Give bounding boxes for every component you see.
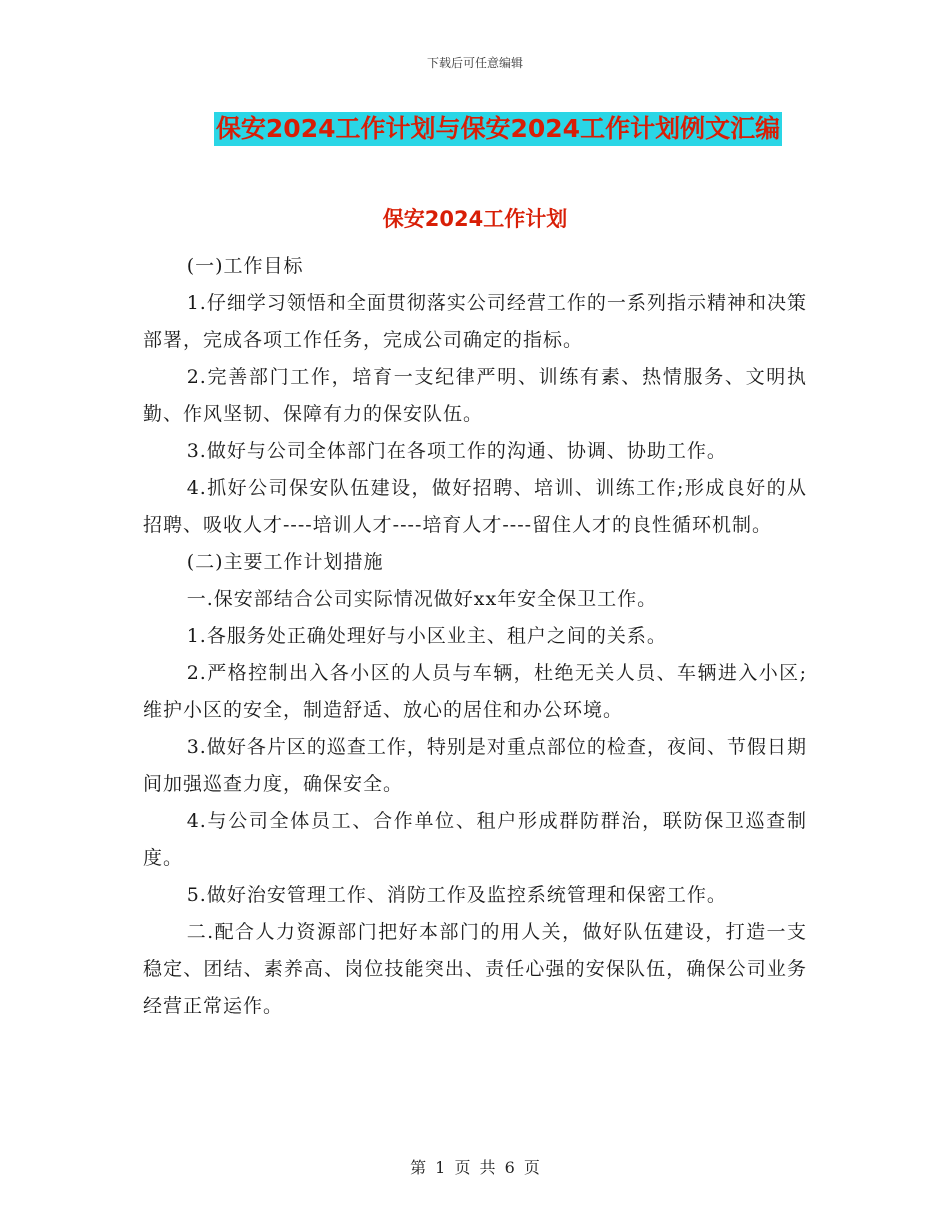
page-header: 下载后可任意编辑 <box>426 56 523 70</box>
paragraph: (一)工作目标 <box>186 255 304 277</box>
paragraph: 1.各服务处正确处理好与小区业主、租户之间的关系。 <box>186 625 667 647</box>
paragraph: 3.做好各片区的巡查工作，特别是对重点部位的检查，夜间、节假日期间加强巡查力度，确保安全。 <box>143 736 807 795</box>
paragraph: 3.做好与公司全体部门在各项工作的沟通、协调、协助工作。 <box>186 440 727 462</box>
paragraph: 二.配合人力资源部门把好本部门的用人关，做好队伍建设，打造一支稳定、团结、素养高、岗位技能突出、责任心强的安保队伍，确保公司业务经营正常运作。 <box>143 921 807 1017</box>
paragraph: 1.仔细学习领悟和全面贯彻落实公司经营工作的一系列指示精神和决策部署，完成各项工作任务，完成公司确定的指标。 <box>143 292 807 351</box>
paragraph: 4.与公司全体员工、合作单位、租户形成群防群治，联防保卫巡查制度。 <box>143 810 807 869</box>
paragraph: 2.严格控制出入各小区的人员与车辆，杜绝无关人员、车辆进入小区;维护小区的安全，制造舒适、放心的居住和办公环境。 <box>143 662 807 721</box>
paragraph: (二)主要工作计划措施 <box>186 551 384 573</box>
section-title: 保安2024工作计划 <box>382 207 568 231</box>
main-title-wrap <box>0 112 950 146</box>
document-body <box>143 248 807 1025</box>
paragraph: 5.做好治安管理工作、消防工作及监控系统管理和保密工作。 <box>186 884 727 906</box>
page-footer: 第 1 页 共 6 页 <box>410 1158 540 1177</box>
document-title: 保安2024工作计划与保安2024工作计划例文汇编 <box>214 112 782 146</box>
paragraph: 2.完善部门工作，培育一支纪律严明、训练有素、热情服务、文明执勤、作风坚韧、保障有力的保安队伍。 <box>143 366 807 425</box>
paragraph: 4.抓好公司保安队伍建设，做好招聘、培训、训练工作;形成良好的从招聘、吸收人才----培训人才----培育人才----留住人才的良性循环机制。 <box>143 477 807 536</box>
paragraph: 一.保安部结合公司实际情况做好xx年安全保卫工作。 <box>186 588 658 610</box>
